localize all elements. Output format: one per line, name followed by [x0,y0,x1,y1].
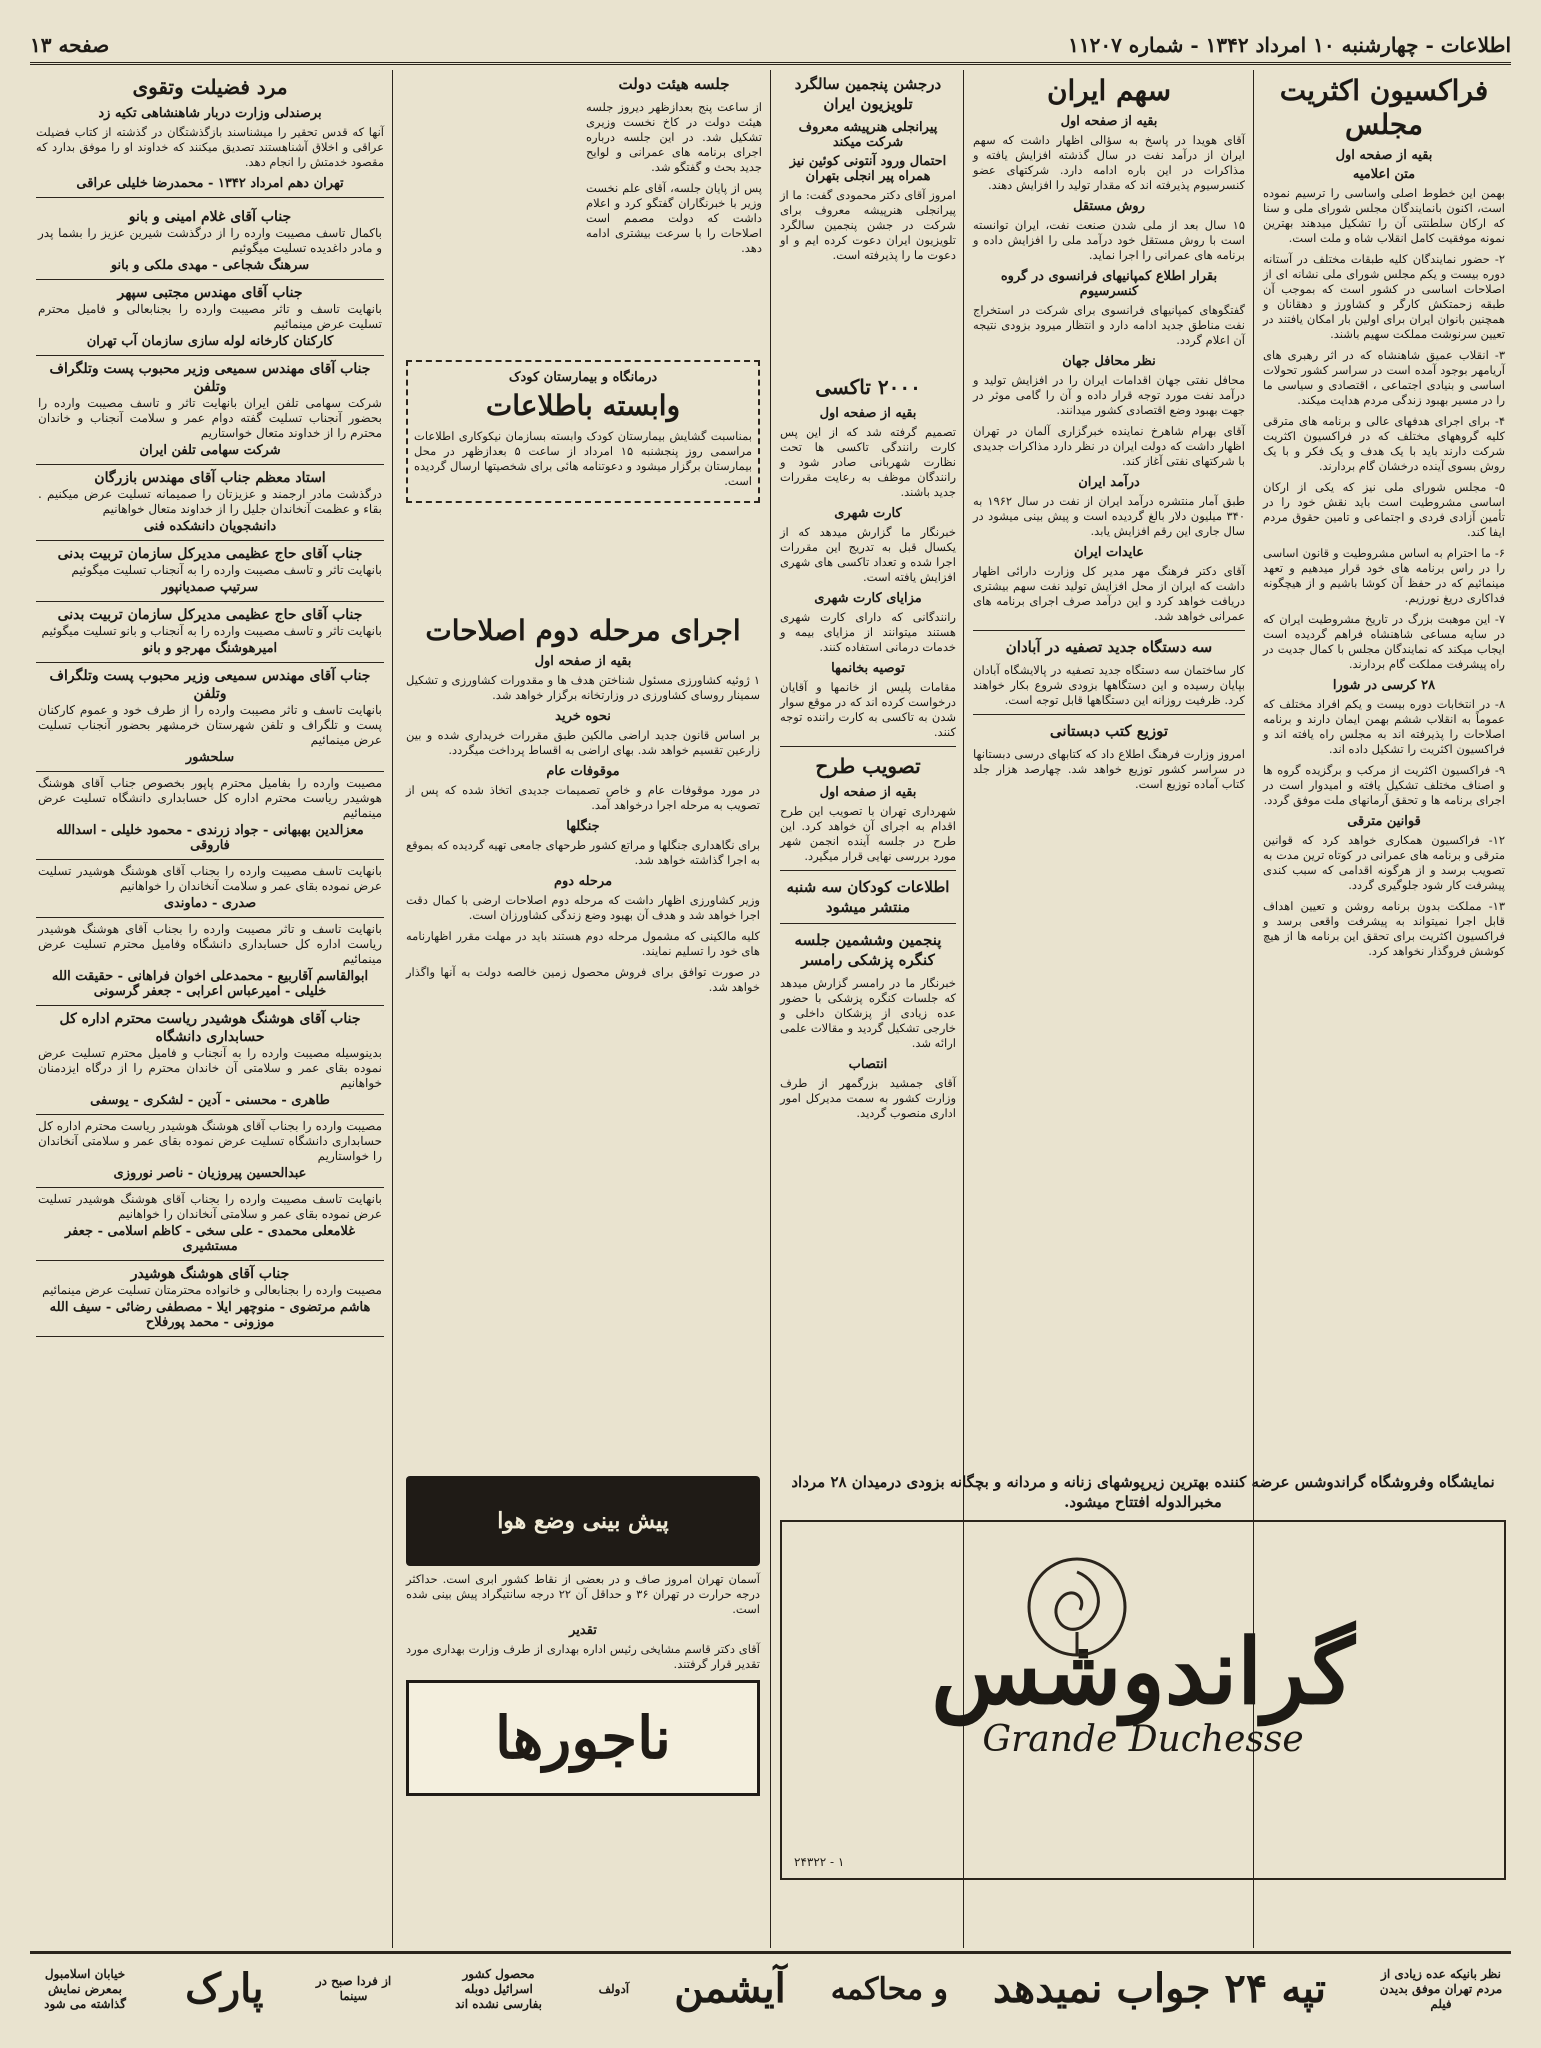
headline-taxi: ۲۰۰۰ تاکسی [815,375,921,399]
paragraph: خبرنگار ما گزارش میدهد که از یکسال قبل به تدریج این مقررات اجرا شده و تعداد تاکسی های شهری افزایش یافته است. [780,525,956,584]
paragraph: مقامات پلیس از خانمها و آقایان درخواست کرده اند که در موقع سوار شدن به تاکسی به کارت راننده توجه کنند. [780,680,956,739]
subheading: بقیه از صفحه اول [819,785,917,800]
footer-origin: محصول کشور اسرائیل دوبله بفارسی نشده اند [455,1966,542,2011]
footer-and-trial: و محاکمه [830,1971,948,2007]
paragraph: محافل نفتی جهان اقدامات ایران را در افزایش تولید و درآمد نفت مورد توجه قرار داده و آن را گامی موثر در جهت بهبود وضع اقتصادی کشور میدانند. [973,373,1245,417]
notice-signature: امیرهوشنگ مهرجو و بانو [142,641,278,656]
paragraph: بمناسبت گشایش بیمارستان کودک وابسته بسازمان نیکوکاری اطلاعات مراسمی روز پنجشنبه ۱۵ امرداد از ساعت ۵ بعدازظهر در محل بیمارستان برگزار میشود و دعوتنامه هائی برای شخصیتها ارسال گردیده است. [414,429,752,488]
paragraph: ۲- حضور نمایندگان کلیه طبقات مختلف در آستانه دوره بیست و یکم مجلس شورای ملی نشانه ای از اصلاحات اساسی در کشور است که بموجب آن طبقه زحمتکش کارگر و کشاورز و دهقانان و همچنین بانوان ایران برای اولین بار امکان یافتند در تعیین سرنوشت مملکت سهیم باشند. [1263,252,1505,341]
paragraph: وزیر کشاورزی اظهار داشت که مرحله دوم اصلاحات ارضی با کمال دقت اجرا خواهد شد و هدف آن بهبود وضع زندگی کشاورزان است. [406,893,760,922]
paragraph: ۷- این موهبت بزرگ در تاریخ مشروطیت ایران که در سایه مساعی شاهنشاه فراهم گردیده است ایجاب میکند که نمایندگان مجلس با کمال جدیت در راه پیشرفت مملکت گام بردارند. [1263,612,1505,671]
paragraph: آسمان تهران امروز صاف و در بعضی از نقاط کشور ابری است. حداکثر درجه حرارت در تهران ۳۶ و حداقل آن ۲۲ درجه سانتیگراد پیش بینی شده است. [406,1572,760,1616]
paragraph: رانندگانی که دارای کارت شهری هستند میتوانند از مزایای بیمه و خدمات درمانی استفاده کنند. [780,610,956,654]
paragraph: ۶- ما احترام به اساس مشروطیت و قانون اساسی را در راس برنامه های خود قرار میدهیم و تعهد مینمائیم که در حفظ آن کوشا باشیم و از هیچگونه فداکاری دریغ نورزیم. [1263,546,1505,605]
paragraph: خبرنگار ما در رامسر گزارش میدهد که جلسات کنگره پزشکی با حضور عده زیادی از پزشکان داخلی و خارجی تشکیل گردید و مقالات علمی ارائه شد. [780,976,956,1050]
headline-medical-congress: پنجمین وششمین جلسه کنگره پزشکی رامسر [794,931,942,969]
notice-body: مصیبت وارده را بفامیل محترم پاپور بخصوص جناب آقای هوشنگ هوشیدر ریاست محترم اداره کل حسابداری دانشگاه تسلیت عرض مینمائیم [38,776,382,820]
subheading: نحوه خرید [555,709,611,724]
headline-plan-approval: تصویب طرح [815,754,921,778]
notice-body: بانهایت تاسف و تاثر مصیبت وارده را بجناب آقای هوشنگ هوشیدر ریاست اداره کل حسابداری دانشگاه وفامیل محترم تسلیت عرض مینمائیم [38,922,382,966]
condolence-notice [36,204,384,280]
notice-signature: سلحشور [185,750,235,765]
notice-title: جناب آقای هوشنگ هوشیدر ریاست محترم اداره کل حسابداری دانشگاه [59,1011,361,1045]
notice-signature: صدری - دماوندی [163,896,257,911]
notice-title: استاد معظم جناب آقای مهندس بازرگان [94,470,326,486]
notice-signature: عبدالحسین پیروزیان - ناصر نوروزی [113,1166,307,1181]
notice-body: بانهایت تاثر و تاسف مصیبت وارده را به آنجناب و بانو تسلیت میگوئیم [41,624,382,638]
paragraph: آقای بهرام شاهرخ نماینده خبرگزاری آلمان در تهران اظهار داشت که دولت ایران در نظر دارد مذاکرات جدیدی با شرکتهای نفتی آغاز کند. [973,424,1245,468]
notice-signature: طاهری - محسنی - آدین - لشکری - یوسفی [90,1093,330,1108]
subheading: بقیه از صفحه اول [534,654,632,669]
condolence-notice [36,860,384,918]
subheading: قوانین مترقی [1347,814,1421,829]
footer-left-text: خیابان اسلامبول بمعرض نمایش گذاشته می شود [44,1966,126,2011]
notice-title: جناب آقای مهندس مجتبی سپهر [117,285,303,301]
subheading: تقدیر [569,1623,597,1638]
notice-body: شرکت سهامی تلفن ایران بانهایت تاثر و تاسف مصیبت وارده را بحضور آنجناب تسلیت گفته دوام عمر و سلامت آنجناب و خاندان محترم را از خداوند متعال خواستاریم [38,396,382,440]
paragraph: برای نگاهداری جنگلها و مراتع کشور طرحهای جامعی تهیه گردیده که بموقع به اجرا گذاشته خواهد شد. [406,838,760,867]
notice-title: جناب آقای مهندس سمیعی وزیر محبوب پست وتلگراف وتلفن [49,668,371,702]
subheading: بقیه از صفحه اول [1335,148,1433,163]
paragraph: ۹- فراکسیون اکثریت از مرکب و برگزیده گروه ها و اصناف مختلف تشکیل یافته و امیدوار است در اجرای برنامه ها و تحقق آرمانهای ملت موفق گردد. [1263,763,1505,807]
headline-virtue: مرد فضیلت وتقوی [132,75,288,99]
paragraph: ۴- برای اجرای هدفهای عالی و برنامه های مترقی کلیه گروههای مختلف که در فراکسیون اکثریت شرکت دارند باید با یک هدف و یک فکر و با یک روش بسوی آینده درخشان گام بردارند. [1263,414,1505,473]
notice-signature: معزالدین بهبهانی - جواد زرندی - محمود خلیلی - اسدالله فاروقی [56,823,364,853]
headline-cabinet: جلسه هیئت دولت [618,75,730,93]
paragraph: آنها که قدس تحقیر را میشناسند بازگذشتگان در گذشته از کتاب فضیلت عراقی و اخلاق آشناهستند تصدیق میکنند که خداوند او را موفق بدارد که مقصود خدمتش را انجام دهد. [36,125,384,169]
footer-tomorrow: از فردا صبح در سینما [315,1974,392,2003]
headline-refinery: سه دستگاه جدید تصفیه در آبادان [1005,638,1213,656]
paragraph: ۱۵ سال بعد از ملی شدن صنعت نفت، ایران توانسته است با روش مستقل خود درآمد ملی را افزایش داده و برنامه های عمرانی را اجرا نماید. [973,218,1245,262]
clinic-box-wrapper [400,360,766,598]
condolence-notice [36,541,384,602]
clinic-headline: وابسته باطلاعات [485,389,681,422]
headline-children: اطلاعات کودکان سه شنبه منتشر میشود [786,878,950,916]
condolence-notice [36,663,384,772]
headline-reform: اجرای مرحله دوم اصلاحات [425,614,741,647]
condolence-notice [36,772,384,860]
paragraph: بهمن این خطوط اصلی واساسی را ترسیم نموده است، اکنون بانمایندگان مجلس شورای ملی و سنا که ارکان سلطنتی آن را تشکیل میدهند بهترین نمونه موفقیت کامل انقلاب شاه و ملت است. [1263,186,1505,245]
headline-textbooks: توزیع کتب دبستانی [1049,722,1169,740]
condolence-notices [36,204,384,1337]
subheading: درآمد ایران [1078,475,1140,490]
column-notices [30,70,390,1948]
grande-ad-box [780,1520,1506,1880]
notice-signature: ابوالقاسم آقاربیع - محمدعلی اخوان فراهانی - حقیقت الله خلیلی - امیرعباس اعرابی - جعفر گرسونی [51,969,369,999]
footer-cinema-name: پارک [185,1965,264,2012]
notice-title: جناب آقای حاج عظیمی مدیرکل سازمان تربیت بدنی [57,607,363,623]
paragraph: ۱ ژوئیه کشاورزی مسئول شناختن هدف ها و مقدورات کشاورزی و تشکیل سمینار روسای کشاورزی در وزارتخانه برگزار خواهد شد. [406,673,760,702]
notice-signature: سرتیپ صمدیانپور [161,580,259,595]
condolence-notice [36,1188,384,1261]
subheading: روش مستقل [1073,199,1145,214]
subheading: ۲۸ کرسی در شورا [1332,678,1436,693]
footer-film-title: تپه ۲۴ جواب نمیدهد [992,1965,1326,2012]
headline-majority-faction: فراکسیون اکثریت مجلس [1279,74,1489,141]
notice-signature: هاشم مرتضوی - منوچهر ایلا - مصطفی رضائی - سیف الله موزونی - محمد پورفلاح [49,1300,371,1330]
notice-body: باکمال تاسف مصیبت وارده را از درگذشت شیرین عزیز را بشما پدر و مادر داغدیده تسلیت میگوئیم [38,226,382,255]
paragraph: در صورت توافق برای فروش محصول زمین خالصه دولت به آنها واگذار خواهد شد. [406,965,760,994]
notice-signature: سرهنگ شجاعی - مهدی ملکی و بانو [110,258,310,273]
paragraph: تصمیم گرفته شد که از این پس کارت رانندگی تاکسی ها تحت نظارت شهربانی صادر شود و رانندگان موظف به رعایت مقررات جدید باشند. [780,425,956,499]
paragraph: آقای هویدا در پاسخ به سؤالی اظهار داشت که سهم ایران از درآمد نفت در سال گذشته افزایش یافته و مذاکرات در این باره ادامه دارد. شرکتهای عضو کنسرسیوم پذیرفته اند که مقدار تولید را افزایش دهند. [973,133,1245,192]
paragraph: ۵- مجلس شورای ملی نیز که یکی از ارکان اساسی مشروطیت است باید نقش خود را در تأمین آزادی فردی و اجتماعی و تامین حقوق مردم ایفا کند. [1263,480,1505,539]
footer-adolf: آدولف [598,1981,630,1996]
notice-body: بدینوسیله مصیبت وارده را به آنجناب و فامیل محترم تسلیت عرض نموده بقای عمر و سلامتی آن خاندان محترم را از درگاه ایزدمنان خواهانیم [38,1046,382,1090]
grande-ad-latin: Grande Duchesse [982,1719,1304,1760]
condolence-notice [36,918,384,1006]
masthead [30,28,1511,65]
paragraph: کلیه مالکینی که مشمول مرحله دوم هستند باید در مهلت مقرر اظهارنامه های خود را تسلیم نمایند. [406,929,760,958]
paragraph: پس از پایان جلسه، آقای علم نخست وزیر با خبرنگاران گفتگو کرد و اعلام داشت که دولت مصمم است اصلاحات را با سرعت بیشتری ادامه دهد. [586,181,762,255]
grande-ad-title: گراندوشس [931,1619,1355,1725]
notice-body: مصیبت وارده را بجناب آقای هوشنگ هوشیدر ریاست محترم اداره کل حسابداری دانشگاه تسلیت عرض نموده بقای عمر و سلامتی آنخاندان را خواستاریم [38,1119,382,1163]
subheading: بقرار اطلاع کمپانیهای فرانسوی در گروه کنسرسیوم [1000,269,1218,299]
paragraph: گفتگوهای کمپانیهای فرانسوی برای شرکت در استخراج نفت مناطق جدید ادامه دارد و انتظار میرود بزودی نتیجه آن اعلام گردد. [973,303,1245,347]
subheading: احتمال ورود آنتونی کوئین نیز همراه پیر انجلی بتهران [789,154,947,184]
column-cabinet [580,70,768,348]
paragraph: در مورد موقوفات عام و خاص تصمیمات جدیدی اتخاذ شده که پس از تصویب به مرحله اجرا درخواهد آمد. [406,783,760,812]
subheading: توصیه بخانمها [831,661,905,676]
paragraph: امروز آقای دکتر محمودی گفت: ما از پیرانجلی هنرپیشه معروف برای شرکت در جشن پنجمین سالگرد تلویزیون ایران دعوت کرده ایم و او دعوت ما را پذیرفته است. [780,188,956,262]
paragraph: ۳- انقلاب عمیق شاهنشاه که در اثر رهبری های آریامهر بوجود آمده است در سراسر کشور تحولات اساسی و بنیادی اجتماعی ، اقتصادی و سیاسی ما را در مسیر بهبود زندگی مردم هدایت میکند. [1263,348,1505,407]
subheading: جنگلها [566,819,600,834]
subheading: موقوفات عام [546,764,620,779]
grande-ad-column [774,1470,1512,1948]
condolence-notice [36,356,384,465]
subheading: عایدات ایران [1073,545,1145,560]
condolence-notice [36,1006,384,1115]
notice-body: بانهایت تاسف و تاثر مصیبت وارده را بجنابعالی و فامیل محترم تسلیت عرض مینمائیم [38,302,382,331]
notice-signature: دانشجویان دانشکده فنی [143,519,277,534]
grande-ad-text: نمایشگاه وفروشگاه گراندوشس عرضه کننده بهترین زیرپوشهای زنانه و مردانه و بچگانه بزودی درمیدان ۲۸ مرداد مخبرالدوله افتتاح میشود. [791,1473,1495,1511]
paragraph: ۸- در انتخابات دوره بیست و یکم افراد مختلف که عموماً به انقلاب ششم بهمن ایمان دارند و برنامه اصلاحات را پذیرفته اند به مجلس راه یافته اند و فراکسیون اکثریت را تشکیل داده اند. [1263,697,1505,756]
condolence-notice [36,602,384,663]
notice-body: بانهایت تاسف مصیبت وارده را بجناب آقای هوشنگ هوشیدر تسلیت عرض نموده بقای عمر و سلامتی آنخاندان را خواهانیم [38,1192,382,1221]
subheading: متن اعلامیه [1352,167,1416,182]
notice-signature: شرکت سهامی تلفن ایران [139,443,281,458]
condolence-notice [36,280,384,356]
masthead-page-number: صفحه ۱۳ [30,33,110,57]
subheading: بقیه از صفحه اول [819,406,917,421]
paragraph: طبق آمار منتشره درآمد ایران از نفت در سال ۱۹۶۲ به ۳۴۰ میلیون دلار بالغ گردیده است و پیش بینی میشود در سال جاری این رقم افزایش یابد. [973,494,1245,538]
subheading: بقیه از صفحه اول [1060,114,1158,129]
footer-cinema-ad [30,1951,1511,2024]
subheading: مزایای کارت شهری [814,591,922,606]
footer-eichmann: آیشمن [674,1965,786,2012]
notice-body: بانهایت تاسف و تاثر مصیبت وارده را از طرف خود و عموم کارکنان پست و تلگراف و تلفن شهرستان خرمشهر بحضور آنجناب تسلیت عرض مینمائیم [38,703,382,747]
notice-title: جناب آقای هوشنگ هوشیدر [130,1266,290,1282]
paragraph: آقای دکتر قاسم مشایخی رئیس اداره بهداری از طرف وزارت بهداری مورد تقدیر قرار گرفتند. [406,1642,760,1671]
notice-signature: غلامعلی محمدی - علی سخی - کاظم اسلامی - جعفر مستشیری [65,1224,355,1254]
paragraph: کار ساختمان سه دستگاه جدید تصفیه در پالایشگاه آبادان بپایان رسیده و این دستگاهها بزودی شروع بکار خواهند کرد. ظرفیت روزانه این دستگاهها قابل توجه است. [973,663,1245,707]
masthead-issue: اطلاعات - چهارشنبه ۱۰ امرداد ۱۳۴۲ - شماره ۱۱۲۰۷ [1068,33,1511,57]
condolence-notice [36,1261,384,1337]
paragraph: ۱۳- مملکت بدون برنامه روشن و تعیین اهداف قابل اجرا نمیتواند به پیشرفت واقعی برسد و فراکسیون اکثریت برای تحقق این برنامه ها از هیچ کوشش فروگذار نخواهد کرد. [1263,899,1505,958]
clinic-title: درمانگاه و بیمارستان کودک [508,370,658,385]
rose-logo-icon [1022,1552,1132,1662]
condolence-notice [36,1115,384,1188]
subheading: کارت شهری [834,506,902,521]
paragraph: امروز وزارت فرهنگ اطلاع داد که کتابهای درسی دبستانها در سراسر کشور توزیع خواهد شد. چهارصد هزار جلد کتاب آماده توزیع است. [973,747,1245,791]
notice-title: جناب آقای مهندس سمیعی وزیر محبوب پست وتلگراف وتلفن [49,361,371,395]
clinic-box [406,360,760,503]
subheading: برصندلی وزارت دربار شاهنشاهی تکیه زد [98,106,322,121]
paragraph: ۱۲- فراکسیون همکاری خواهد کرد که قوانین مترقی و برنامه های عمرانی در کوتاه ترین مدت به تصویب برسد و از هرگونه اقدامی که سبب کندی پیشرفت کار شود جلوگیری گردد. [1263,833,1505,892]
grande-ad-code: ۲۴۳۲۲ - ۱ [794,1855,845,1869]
notice-body: بانهایت تاثر و تاسف مصیبت وارده را به آنجناب تسلیت میگوئیم [71,563,382,577]
subheading: پیرانجلی هنرپیشه معروف شرکت میکند [798,120,938,150]
headline-television: درجشن پنجمین سالگرد تلویزیون ایران [794,75,942,113]
notice-title: جناب آقای حاج عظیمی مدیرکل سازمان تربیت بدنی [57,546,363,562]
subheading: انتصاب [848,1057,888,1072]
paragraph: بر اساس قانون جدید اراضی مالکین طبق مقررات خریداری شده و بین زارعین تقسیم خواهد شد. بهای اراضی به اقساط پرداخت میگردد. [406,728,760,757]
subheading: مرحله دوم [553,874,613,889]
weather-forecast-image: پیش بینی وضع هوا [406,1476,760,1566]
subheading: نظر محافل جهان [1062,354,1156,369]
condolence-notice [36,465,384,541]
notice-body: بانهایت تاسف مصیبت وارده را بجناب آقای هوشنگ هوشیدر تسلیت عرض نموده بقای عمر و سلامت آنخاندان را خواهانیم [38,864,382,893]
paragraph: از ساعت پنج بعدازظهر دیروز جلسه هیئت دولت در کاخ نخست وزیری تشکیل شد. در این جلسه درباره اجرای برنامه های عمرانی و لوایح جدید بحث و گفتگو شد. [586,100,762,174]
footer-right-text: نظر بانیکه عده زیادی از مردم تهران موفق بدیدن فیلم [1379,1966,1503,2011]
column-reform [400,610,766,1528]
paragraph: آقای جمشید بزرگمهر از طرف وزارت کشور به سمت مدیرکل امور اداری منصوب گردید. [780,1076,956,1120]
headline-iran-share: سهم ایران [1046,74,1172,107]
najoorha-logo: ناجورها [406,1680,760,1796]
paragraph: آقای دکتر فرهنگ مهر مدیر کل وزارت دارائی اظهار داشت که ایران از محل افزایش تولید نفت سهم بیشتری دریافت خواهد کرد و این درآمد صرف اجرای برنامه های عمرانی خواهد شد. [973,564,1245,623]
signature: تهران دهم امرداد ۱۳۴۲ - محمدرضا خلیلی عراقی [76,176,344,191]
notice-body: مصیبت وارده را بجنابعالی و خانواده محترمتان تسلیت عرض مینمائیم [42,1283,382,1297]
notice-signature: کارکنان کارخانه لوله سازی سازمان آب تهران [86,334,334,349]
paragraph: شهرداری تهران با تصویب این طرح اقدام به اجرای آن خواهد کرد. این طرح در جلسه آینده انجمن شهر مورد بررسی نهایی قرار میگیرد. [780,804,956,863]
notice-body: درگذشت مادر ارجمند و عزیزتان را صمیمانه تسلیت عرض میکنیم . بقاء و عظمت آنخاندان جلیل را از خداوند متعال خواهانیم [38,487,382,516]
notice-title: جناب آقای غلام امینی و بانو [128,209,292,225]
